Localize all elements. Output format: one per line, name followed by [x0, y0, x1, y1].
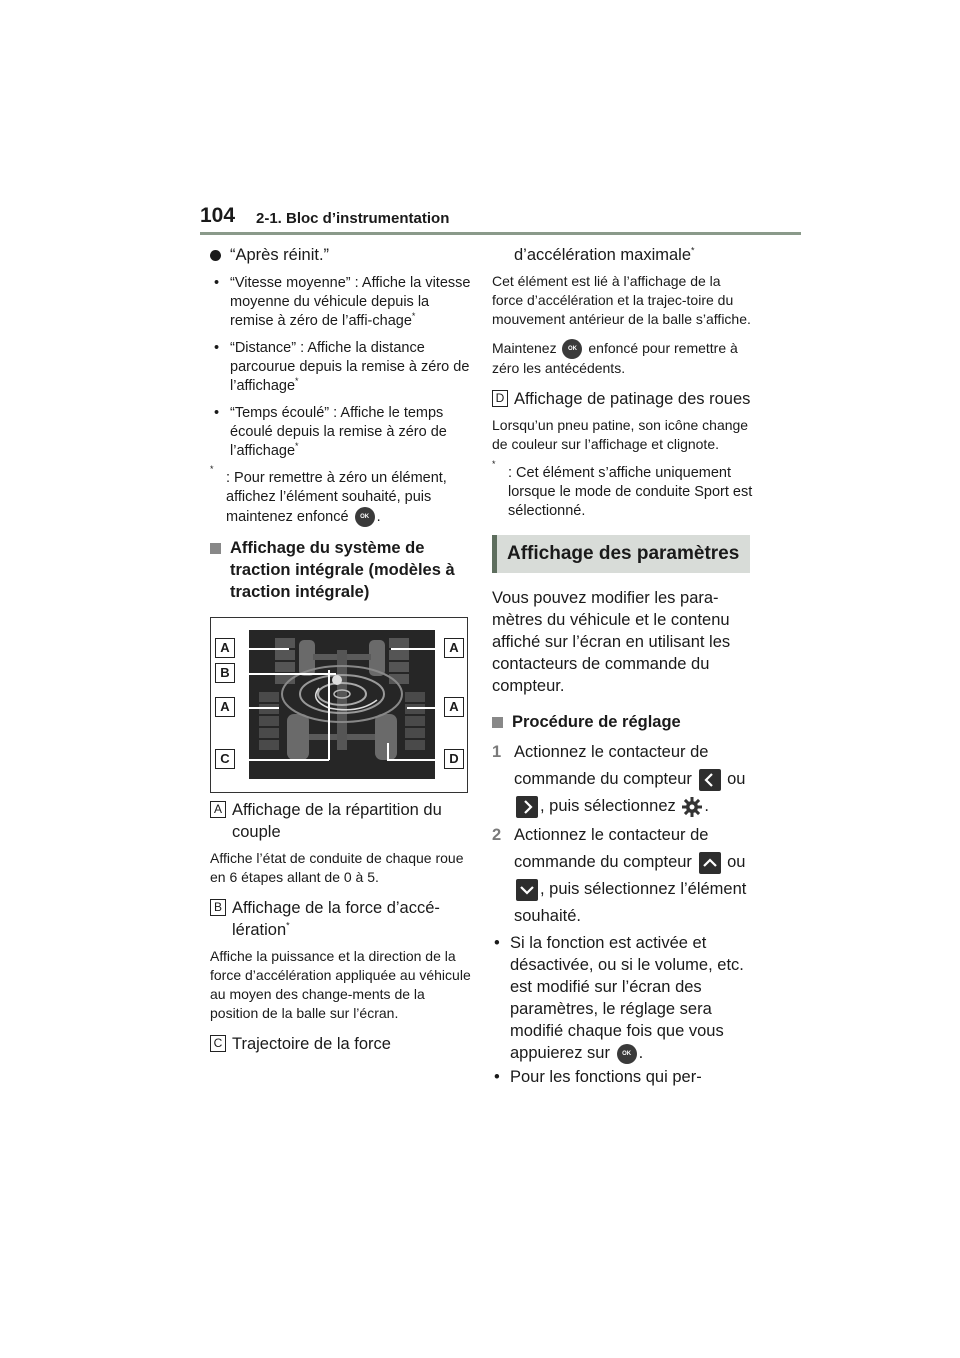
intro-text: Vous pouvez modifier les para-mètres du véhicule et le contenu affiché sur l’écran en utilisant les contacteurs de commande du compteur. [492, 589, 731, 696]
entry-d-desc: Lorsqu’un pneu patine, son icône change de couleur sur l’affichage et clignote. [492, 417, 749, 453]
step-2: 2 Actionnez le contacteur de commande du compteur ou , puis sélectionnez l’élément souhaité. [492, 826, 747, 926]
letter-badge: C [210, 1035, 226, 1052]
chevron-down-icon [516, 879, 538, 901]
callout-line [233, 759, 329, 761]
header-rule [200, 232, 801, 235]
letter-badge: A [210, 801, 226, 818]
left-column [210, 244, 472, 1061]
callout-line [407, 707, 447, 709]
section-banner: Affichage des paramètres [492, 535, 750, 573]
label-a: A [444, 638, 464, 658]
step-1: 1 Actionnez le contacteur de commande du compteur ou , puis sélectionnez . [492, 739, 754, 820]
callout-line [233, 673, 336, 675]
footnote: * : Cet élément s’affiche uniquement lorsque le mode de conduite Sport est sélectionné. [492, 459, 753, 520]
label-b: B [215, 663, 235, 683]
page-number: 104 [200, 204, 236, 227]
entry-b: B Affichage de la force d’accé-lération* [210, 897, 472, 941]
square-bullet-icon [492, 717, 503, 728]
bullet-dot-icon [210, 250, 221, 261]
label-a: A [444, 697, 464, 717]
ok-button-icon: OK [562, 339, 582, 359]
label-d: D [444, 749, 464, 769]
callout-line [233, 648, 289, 650]
square-bullet-icon [210, 543, 221, 554]
bullet-mark: • [214, 340, 220, 356]
callout-line [328, 670, 330, 760]
list-item: • “Temps écoulé” : Affiche le temps écoulé depuis la remise à zéro de l’affichage* [214, 405, 447, 459]
procedure-heading: Procédure de réglage [492, 711, 754, 733]
display-screen [249, 630, 435, 779]
chevron-right-icon [516, 796, 538, 818]
bullet-mark: • [214, 275, 220, 291]
ok-button-icon: OK [355, 507, 375, 527]
gear-icon [681, 796, 703, 818]
callout-line [391, 648, 447, 650]
hold-instruction: Maintenez OK enfoncé pour remettre à zéro les antécédents. [492, 340, 738, 377]
chevron-left-icon [699, 769, 721, 791]
list-item: • “Vitesse moyenne” : Affiche la vitesse moyenne du véhicule depuis la remise à zéro de l’affi-chage* [214, 275, 471, 329]
entry-c-continued: d’accélération maximale* [514, 245, 695, 264]
entry-b-desc: Affiche la puissance et la direction de la force d’accélération appliquée au véhicule au moyen des change-ments de la position de la balle sur l’écran. [210, 948, 471, 1021]
list-item: • Pour les fonctions qui per- [494, 1068, 702, 1087]
chevron-up-icon [699, 852, 721, 874]
awd-display-illustration [249, 630, 435, 779]
callout-line [387, 759, 447, 761]
section-title: 2-1. Bloc d’instrumentation [256, 210, 450, 227]
sub-heading: Affichage du système de traction intégrale (modèles à traction intégrale) [210, 537, 472, 603]
label-a: A [215, 638, 235, 658]
entry-d: D Affichage de patinage des roues [492, 388, 754, 410]
label-a: A [215, 697, 235, 717]
letter-badge: B [210, 899, 226, 916]
entry-a-desc: Affiche l’état de conduite de chaque roue en 6 étapes allant de 0 à 5. [210, 850, 464, 885]
entry-c: C Trajectoire de la force [210, 1033, 472, 1055]
list-item: • “Distance” : Affiche la distance parcourue depuis la remise à zéro de l’affichage* [214, 340, 470, 394]
ok-button-icon: OK [617, 1044, 637, 1064]
label-c: C [215, 749, 235, 769]
bullet-heading: “Après réinit.” [210, 244, 472, 266]
entry-c-desc: Cet élément est lié à l’affichage de la force d’accélération et la trajec-toire du mouvement antérieur de la balle s’affiche. [492, 273, 751, 327]
callout-line [387, 743, 389, 760]
awd-display-diagram [210, 617, 468, 793]
list-item: • Si la fonction est activée et désactivée, ou si le volume, etc. est modifié sur l’écran des paramètres, le réglage sera modifié chaque fois que vous appuierez sur OK . [494, 934, 744, 1063]
footnote: * : Pour remettre à zéro un élément, affichez l’élément souhaité, puis maintenez enfoncé OK . [210, 469, 472, 527]
bullet-mark: • [214, 405, 220, 421]
letter-badge: D [492, 390, 508, 407]
entry-a: A Affichage de la répartition du couple [210, 799, 472, 843]
right-column [492, 244, 754, 1090]
callout-line [233, 707, 279, 709]
